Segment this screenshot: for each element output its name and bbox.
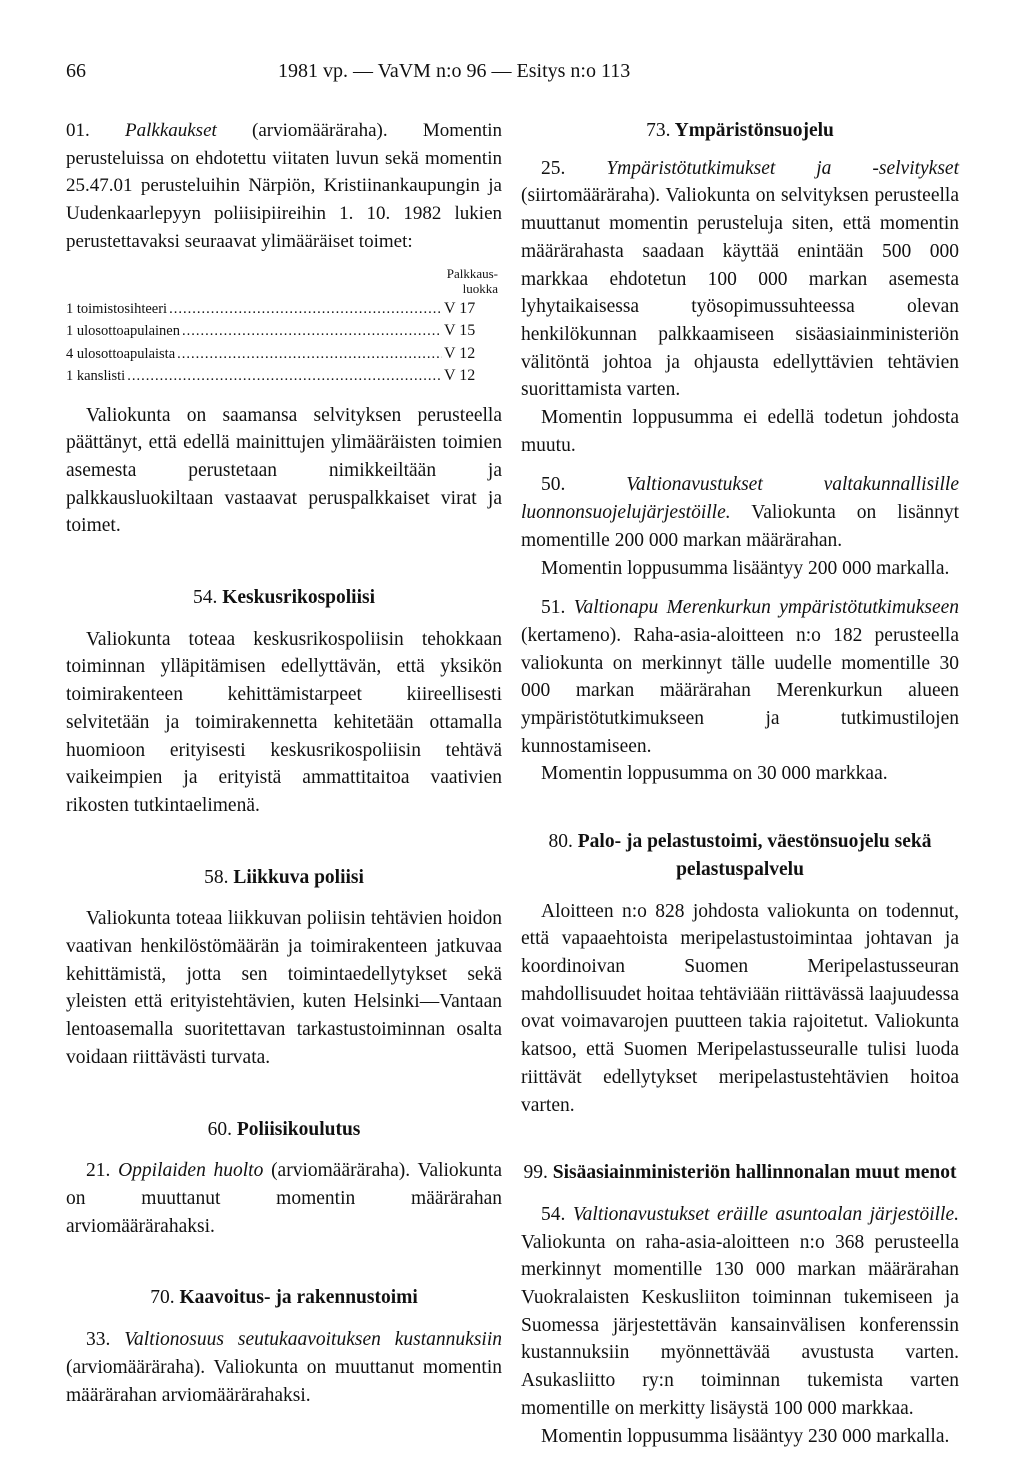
left-column (66, 117, 502, 1409)
para-60: 21. Oppilaiden huolto (arviomääräraha). Valiokunta on muuttanut momentin määrärahan arviomäärärahaksi. (66, 1160, 503, 1237)
para-73-51-sum: Momentin loppusumma on 30 000 markkaa. (541, 763, 888, 785)
table-row: 1 kanslisti ..... V 12 (66, 365, 502, 388)
para-73-25-sum: Momentin loppusumma ei edellä todetun johdosta muutu. (521, 407, 959, 456)
para-99-54-sum: Momentin loppusumma lisääntyy 230 000 markalla. (541, 1425, 950, 1447)
table-row: 4 ulosottoapulaista ..... V 12 (66, 343, 502, 366)
running-header: 1981 vp. — VaVM n:o 96 — Esitys n:o 113 (278, 60, 631, 82)
right-column (521, 117, 959, 1450)
page-number: 66 (66, 60, 86, 82)
table-header: Palkkaus- (446, 265, 498, 281)
para-70: 33. Valtionosuus seutukaavoituksen kustannuksiin (arviomääräraha). Valiokunta on muuttanut momentin määrärahan arviomäärärahaksi. (66, 1329, 502, 1406)
heading-58: 58. Liikkuva poliisi (204, 866, 364, 888)
heading-80: 80. Palo- ja pelastustoimi, väestönsuojelu sekä pelastuspalvelu (548, 831, 932, 880)
salary-table (66, 266, 502, 388)
para-73-50: 50. Valtionavustukset valtakunnallisille luonnonsuojelujärjestöille. Valiokunta on lisännyt momentille 200 000 markan määrärahan. (521, 474, 960, 551)
table-row: 1 ulosottoapulainen ..... V 15 (66, 320, 502, 343)
para-54: Valiokunta toteaa keskusrikospoliisin tehokkaan toiminnan ylläpitämisen edellyttävän, että yksikön toimirakenteen kehittämistarpeet kiireellisesti selvitetään ja toimirakennetta kehitetään ottamalla huomioon erityisesti keskusrikospoliisin tehtävä vaikeimpien ja erityistä ammattitaitoa vaativien rikosten tutkintaelimenä. (66, 628, 502, 816)
heading-60: 60. Poliisikoulutus (207, 1118, 361, 1140)
table-header-2: luokka (462, 280, 498, 296)
para-valiokunta: Valiokunta on saamansa selvityksen perusteella päättänyt, että edellä mainittujen ylimääräisten toimien asemesta perustetaan nimikkeiltään ja palkkausluokiltaan vastaavat peruspalkkaiset virat ja toimet. (66, 404, 502, 537)
table-row: 1 toimistosihteeri ..... V 17 (66, 298, 502, 321)
para-73-51: 51. Valtionapu Merenkurkun ympäristötutkimukseen (kertameno). Raha-asia-aloitteen n:o 182 perusteella valiokunta on merkinnyt tälle uudelle momentille 30 000 markan määrärahan Merenkurkun alueen ympäristötutkimukseen ja tutkimustilojen kunnostamiseen. (521, 597, 960, 757)
para-80: Aloitteen n:o 828 johdosta valiokunta on todennut, että vapaaehtoista meripelastustoimintaa johtavan ja koordinoivan Suomen Meripelastusseuran mahdollisuudet hoitaa tehtäviään riittävässä laajuudessa ovat voimavarojen puutteen takia rajoitetut. Valiokunta katsoo, että Suomen Meripelastusseuralle tulisi luoda riittävät edellytykset meripelastustehtävien hoitoa varten. (521, 900, 959, 1116)
para-73-25: 25. Ympäristötutkimukset ja -selvitykset (siirtomääräraha). Valiokunta on selvityksen perusteella muuttanut momentin perusteluja siten, että momentin määrärahasta saadaan käyttää enintään 500 000 markkaa ehdotetun 100 000 markan asemesta lyhytaikaisessa työsopimussuhteessa olevan henkilökunnan palkkaamiseen sisäasiainministeriön välitöntä johtoa ja ohjausta edellyttävien tehtävien suorittamista varten. (521, 157, 959, 401)
heading-54: 54. Keskusrikospoliisi (192, 587, 376, 609)
para-73-50-sum: Momentin loppusumma lisääntyy 200 000 markalla. (541, 557, 950, 579)
para-58: Valiokunta toteaa liikkuvan poliisin tehtävien hoidon vaativan henkilöstömäärän ja toimirakenteen jatkuvaa kehittämistä, jotta sen toimintaedellytykset sekä yleisten että erityistehtävien, kuten Helsinki—Vantaan lentoasemalla suoritettavan tarkastustoiminnan osalta voidaan riittävästi turvata. (66, 908, 502, 1068)
heading-73: 73. Ympäristönsuojelu (646, 120, 834, 141)
heading-70: 70. Kaavoitus- ja rakennustoimi (150, 1287, 418, 1309)
heading-99: 99. Sisäasiainministeriön hallinnonalan muut menot (523, 1162, 957, 1184)
para-99-54: 54. Valtionavustukset eräille asuntoalan järjestöille. Valiokunta on raha-asia-aloitteen n:o 368 perusteella merkinnyt momentille 130 000 markan määrärahan Vuokralaisten Keskusliiton toiminnan tukemiseen ja Suomessa järjestettävän kansainvälisen konferenssin kustannuksiin myönnettävää avustusta varten. Asukasliitto ry:n toiminnan tukemista varten momentille on merkitty lisäystä 100 000 markkaa. (521, 1203, 959, 1419)
para-01: 01. Palkkaukset (arviomääräraha). Momentin perusteluissa on ehdotettu viitaten luvun sekä momentin 25.47.01 perusteluihin Närpiön, Kristiinankaupungin ja Uudenkaarlepyyn poliisipiireihin 1. 10. 1982 lukien perustettavaksi seuraavat ylimääräiset toimet: (66, 120, 502, 252)
